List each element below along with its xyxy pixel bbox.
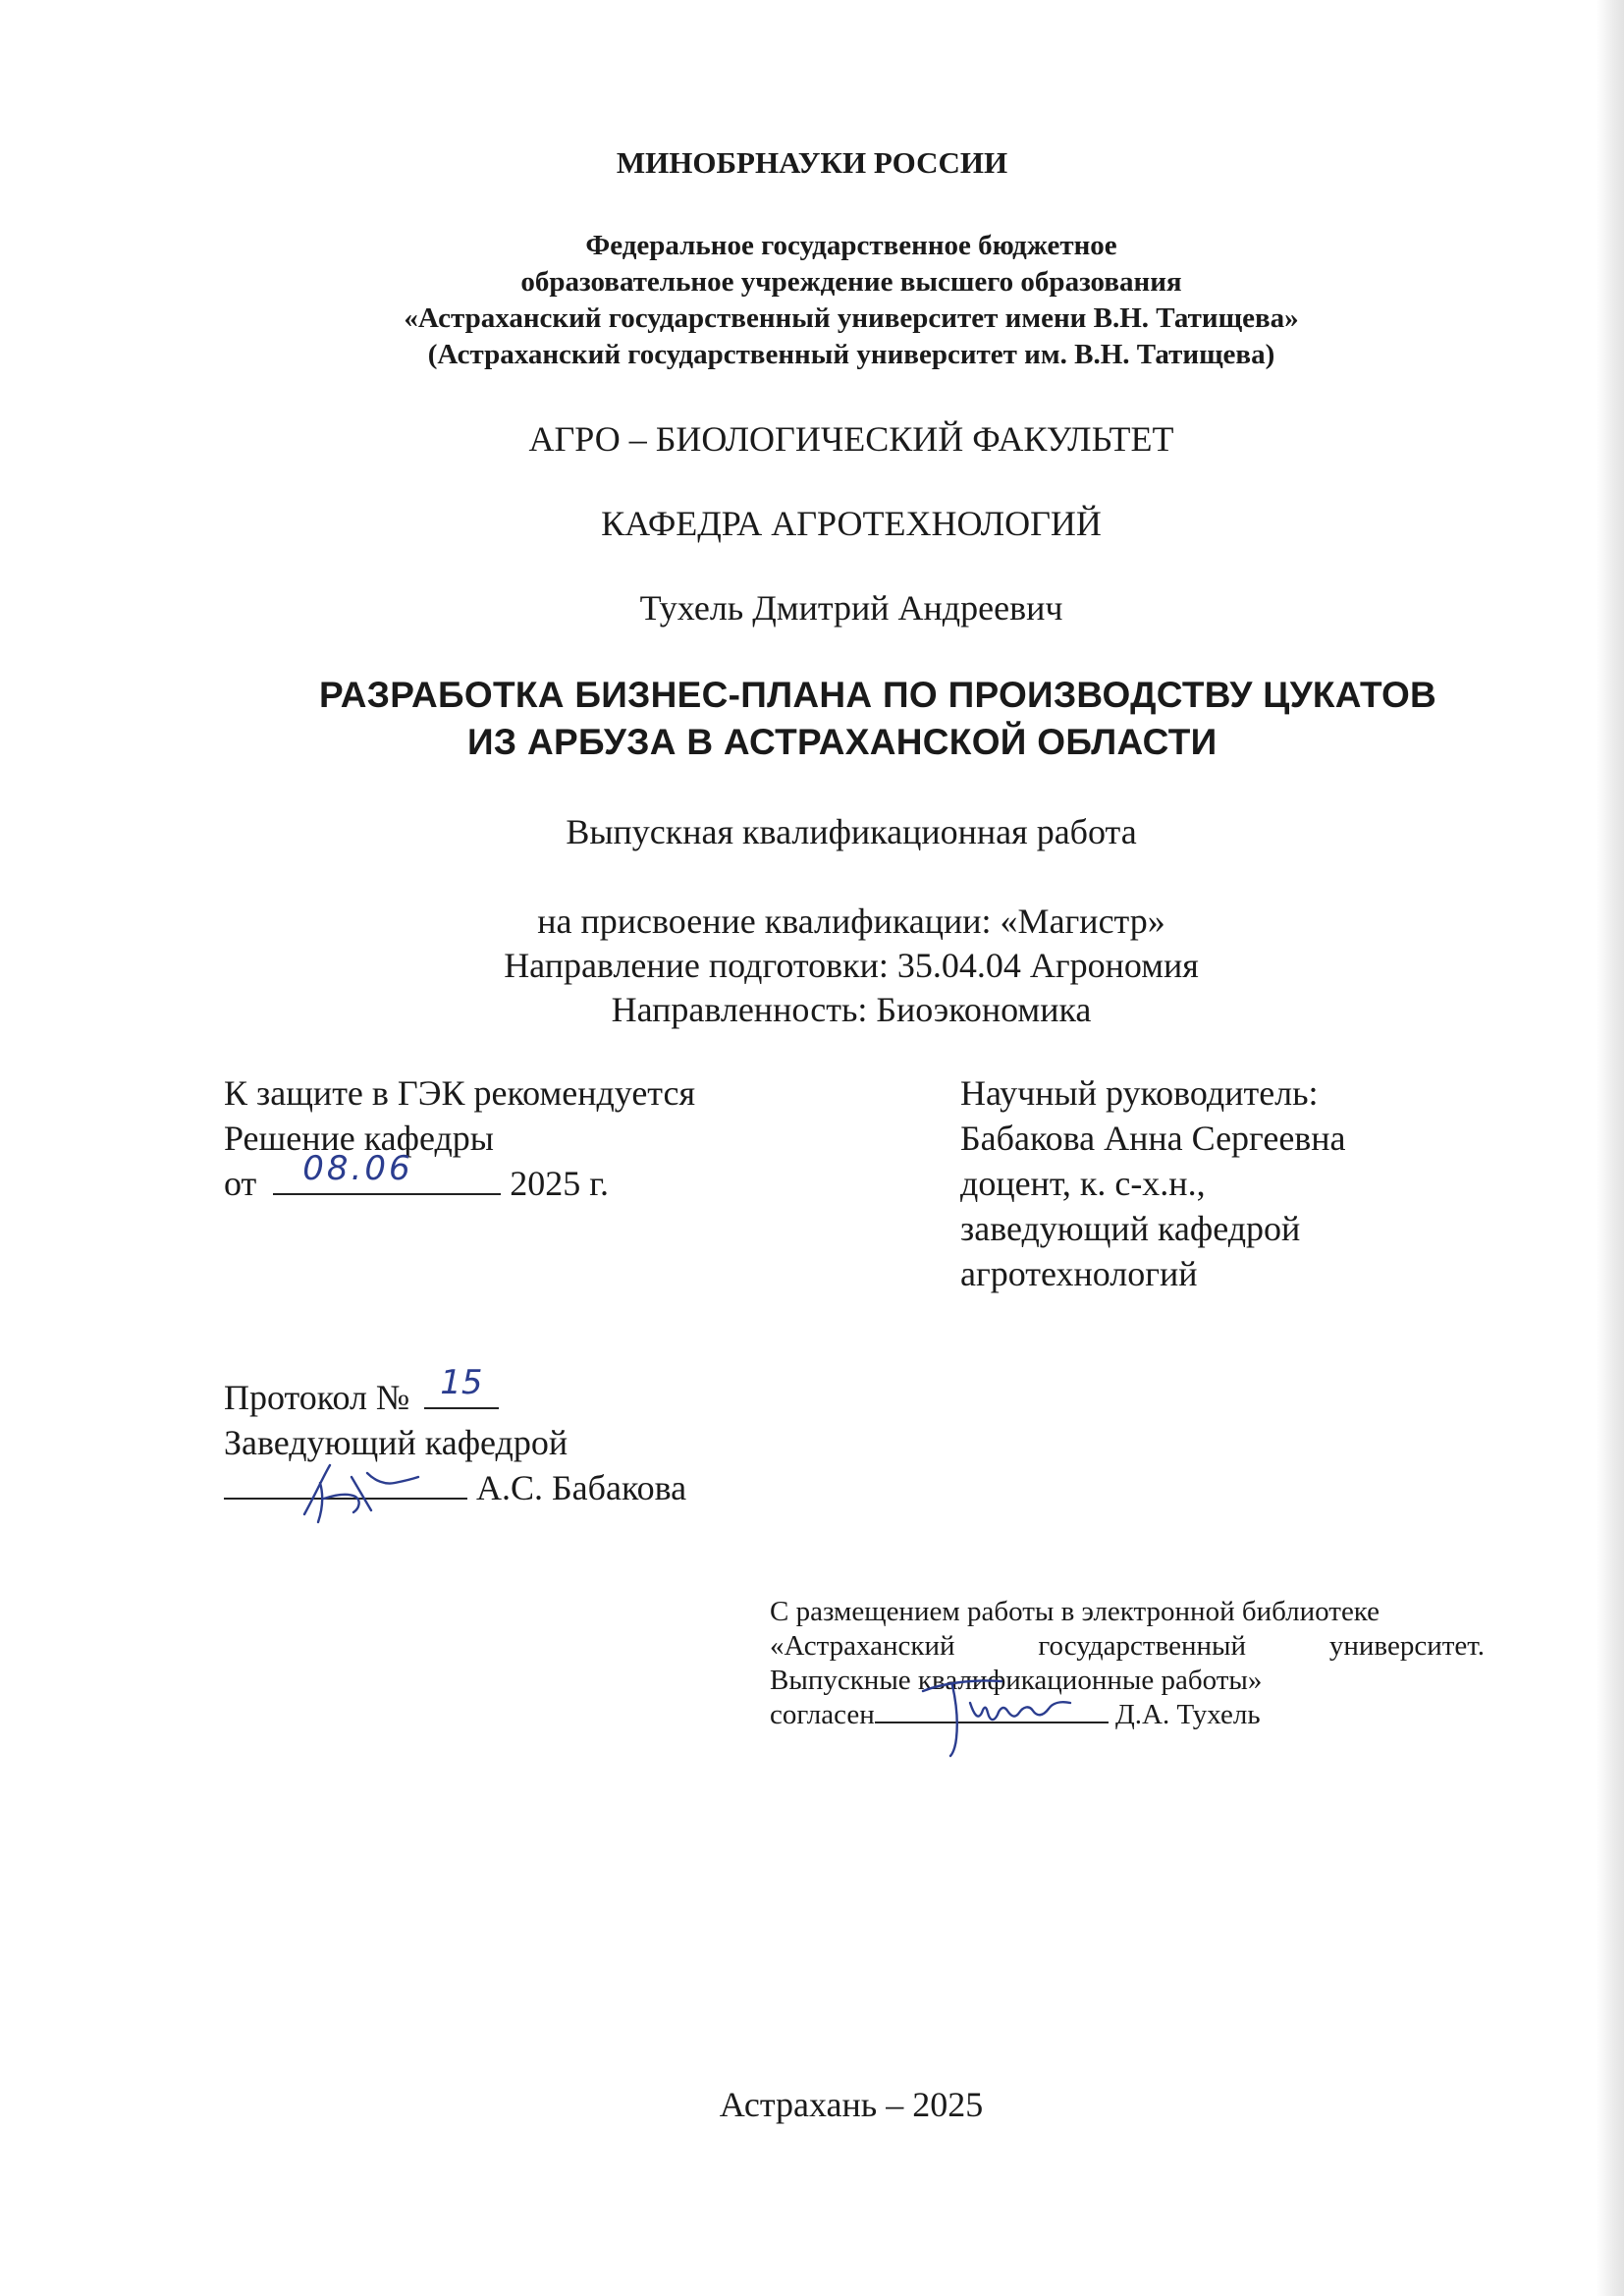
ministry-name: МИНОБРНАУКИ РОССИИ — [616, 145, 1008, 180]
defense-decision: Решение кафедры — [224, 1119, 494, 1158]
head-signature-line — [224, 1465, 686, 1510]
handwritten-date: 08.06 — [302, 1149, 413, 1188]
institution-line: «Астраханский государственный университет имени В.Н. Татищева» — [404, 302, 1299, 334]
library-consent-block — [770, 1595, 1485, 1732]
qualification-degree: на присвоение квалификации: «Магистр» — [537, 902, 1165, 941]
consent-line: Выпускные квалификационные работы» — [770, 1665, 1263, 1696]
defense-from-label: от — [224, 1164, 257, 1203]
head-signature-blank — [224, 1468, 467, 1500]
supervisor-position: агротехнологий — [960, 1254, 1198, 1293]
department-name: КАФЕДРА АГРОТЕХНОЛОГИЙ — [601, 504, 1102, 543]
consent-agree-line — [770, 1698, 1485, 1732]
supervisor-label: Научный руководитель: — [960, 1073, 1319, 1113]
consent-agree-label: согласен — [770, 1699, 875, 1730]
thesis-title-line: РАЗРАБОТКА БИЗНЕС-ПЛАНА ПО ПРОИЗВОДСТВУ ЦУКАТОВ — [319, 675, 1437, 715]
protocol-line — [224, 1363, 686, 1420]
institution-block — [39, 228, 1624, 373]
protocol-number-blank — [424, 1363, 499, 1409]
author-name: Тухель Дмитрий Андреевич — [639, 588, 1063, 628]
date-blank — [273, 1149, 501, 1195]
institution-line: (Астраханский государственный университет им. В.Н. Татищева) — [427, 339, 1275, 370]
work-type: Выпускная квалификационная работа — [566, 812, 1137, 851]
consent-line: «Астраханский государственный университет. — [770, 1630, 1485, 1662]
head-name: А.С. Бабакова — [476, 1468, 687, 1507]
city-year: Астрахань – 2025 — [719, 2085, 984, 2124]
student-name: Д.А. Тухель — [1115, 1699, 1261, 1730]
handwritten-protocol-number: 15 — [440, 1363, 483, 1402]
defense-year: 2025 г. — [510, 1164, 609, 1203]
defense-date-line — [224, 1149, 695, 1206]
qualification-block — [39, 900, 1624, 1032]
institution-line: образовательное учреждение высшего образования — [520, 266, 1182, 298]
supervisor-block — [960, 1070, 1346, 1296]
consent-line: С размещением работы в электронной библиотеке — [770, 1596, 1380, 1627]
protocol-block — [224, 1363, 687, 1510]
institution-line: Федеральное государственное бюджетное — [585, 230, 1117, 261]
qualification-focus: Направленность: Биоэкономика — [611, 990, 1092, 1029]
student-signature-blank — [875, 1698, 1109, 1723]
defense-recommended: К защите в ГЭК рекомендуется — [224, 1073, 696, 1113]
faculty-name: АГРО – БИОЛОГИЧЕСКИЙ ФАКУЛЬТЕТ — [528, 419, 1174, 459]
protocol-label: Протокол № — [224, 1378, 410, 1417]
thesis-title-line: ИЗ АРБУЗА В АСТРАХАНСКОЙ ОБЛАСТИ — [467, 722, 1218, 762]
defense-recommendation-block — [224, 1070, 695, 1206]
qualification-direction: Направление подготовки: 35.04.04 Агрономия — [504, 946, 1199, 985]
supervisor-title: доцент, к. с-х.н., — [960, 1164, 1206, 1203]
head-of-department-label: Заведующий кафедрой — [224, 1423, 568, 1462]
supervisor-position: заведующий кафедрой — [960, 1209, 1301, 1248]
supervisor-name: Бабакова Анна Сергеевна — [960, 1119, 1346, 1158]
